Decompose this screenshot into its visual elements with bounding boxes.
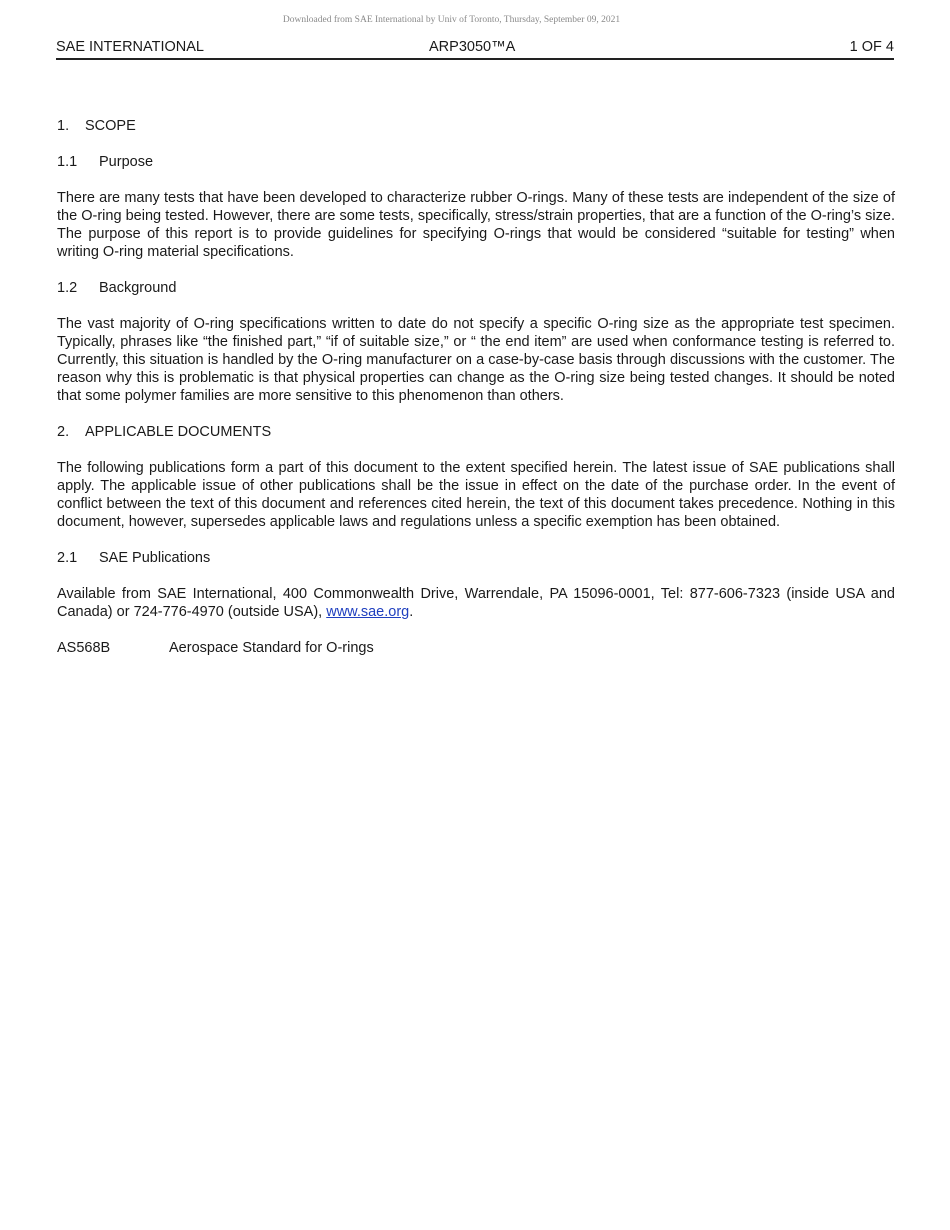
availability-text: Available from SAE International, 400 Commonwealth Drive, Warrendale, PA 15096-0001, Tel: 877-606-7323 (inside USA and Canada) or 724-776-4970 (outside USA), xyxy=(57,586,895,620)
paragraph-background: The vast majority of O-ring specifications written to date do not specify a specific O-ring size as the appropriate test specimen. Typically, phrases like “the finished part,” “if of suitable size,” or “ the end item” are used when conformance testing is referred to. Currently, this situation is handled by the O-ring manufacturer on a case-by-case basis through discussions with the customer. The reason why this is problematic is that physical properties can change as the O-ring size being tested changes. It should be noted that some polymer families are more sensitive to this phenomenon than others. xyxy=(57,316,895,404)
document-body xyxy=(57,117,895,657)
paragraph-sae-publications xyxy=(57,585,895,621)
section-title: APPLICABLE DOCUMENTS xyxy=(85,424,272,440)
section-title: Purpose xyxy=(99,154,154,170)
section-number: 1. xyxy=(57,118,70,134)
reference-code: AS568B xyxy=(57,640,111,656)
download-watermark: Downloaded from SAE International by Univ of Toronto, Thursday, September 09, 2021 xyxy=(282,15,621,25)
header-page-number: 1 OF 4 xyxy=(849,39,894,55)
page-header xyxy=(56,38,894,60)
section-number: 1.1 xyxy=(57,154,78,170)
paragraph-applicable-documents: The following publications form a part of this document to the extent specified herein. The latest issue of SAE publications shall apply. The applicable issue of other publications shall be the issue in effect on the date of the purchase order. In the event of conflict between the text of this document and references cited herein, the text of this document takes precedence. Nothing in this document, however, supersedes applicable laws and regulations unless a specific exemption has been obtained. xyxy=(57,460,895,530)
section-heading-scope xyxy=(57,117,895,135)
availability-text-end: . xyxy=(409,604,414,620)
section-heading-background xyxy=(57,279,895,297)
section-heading-applicable-documents xyxy=(57,423,895,441)
section-title: SAE Publications xyxy=(99,550,211,566)
section-number: 2.1 xyxy=(57,550,78,566)
reference-title: Aerospace Standard for O-rings xyxy=(169,640,374,656)
section-title: Background xyxy=(99,280,177,296)
section-title: SCOPE xyxy=(85,118,136,134)
section-heading-sae-publications xyxy=(57,549,895,567)
section-number: 2. xyxy=(57,424,70,440)
header-document-id: ARP3050™A xyxy=(429,39,516,55)
header-organization: SAE INTERNATIONAL xyxy=(56,39,204,55)
section-heading-purpose xyxy=(57,153,895,171)
reference-row xyxy=(57,639,895,657)
sae-website-link[interactable]: www.sae.org xyxy=(326,604,410,620)
paragraph-purpose: There are many tests that have been developed to characterize rubber O-rings. Many of these tests are independent of the size of the O-ring being tested. However, there are some tests, specifically, stress/strain properties, that are a function of the O-ring’s size. The purpose of this report is to provide guidelines for specifying O-rings that would be considered “suitable for testing” when writing O-ring material specifications. xyxy=(57,190,895,260)
section-number: 1.2 xyxy=(57,280,78,296)
